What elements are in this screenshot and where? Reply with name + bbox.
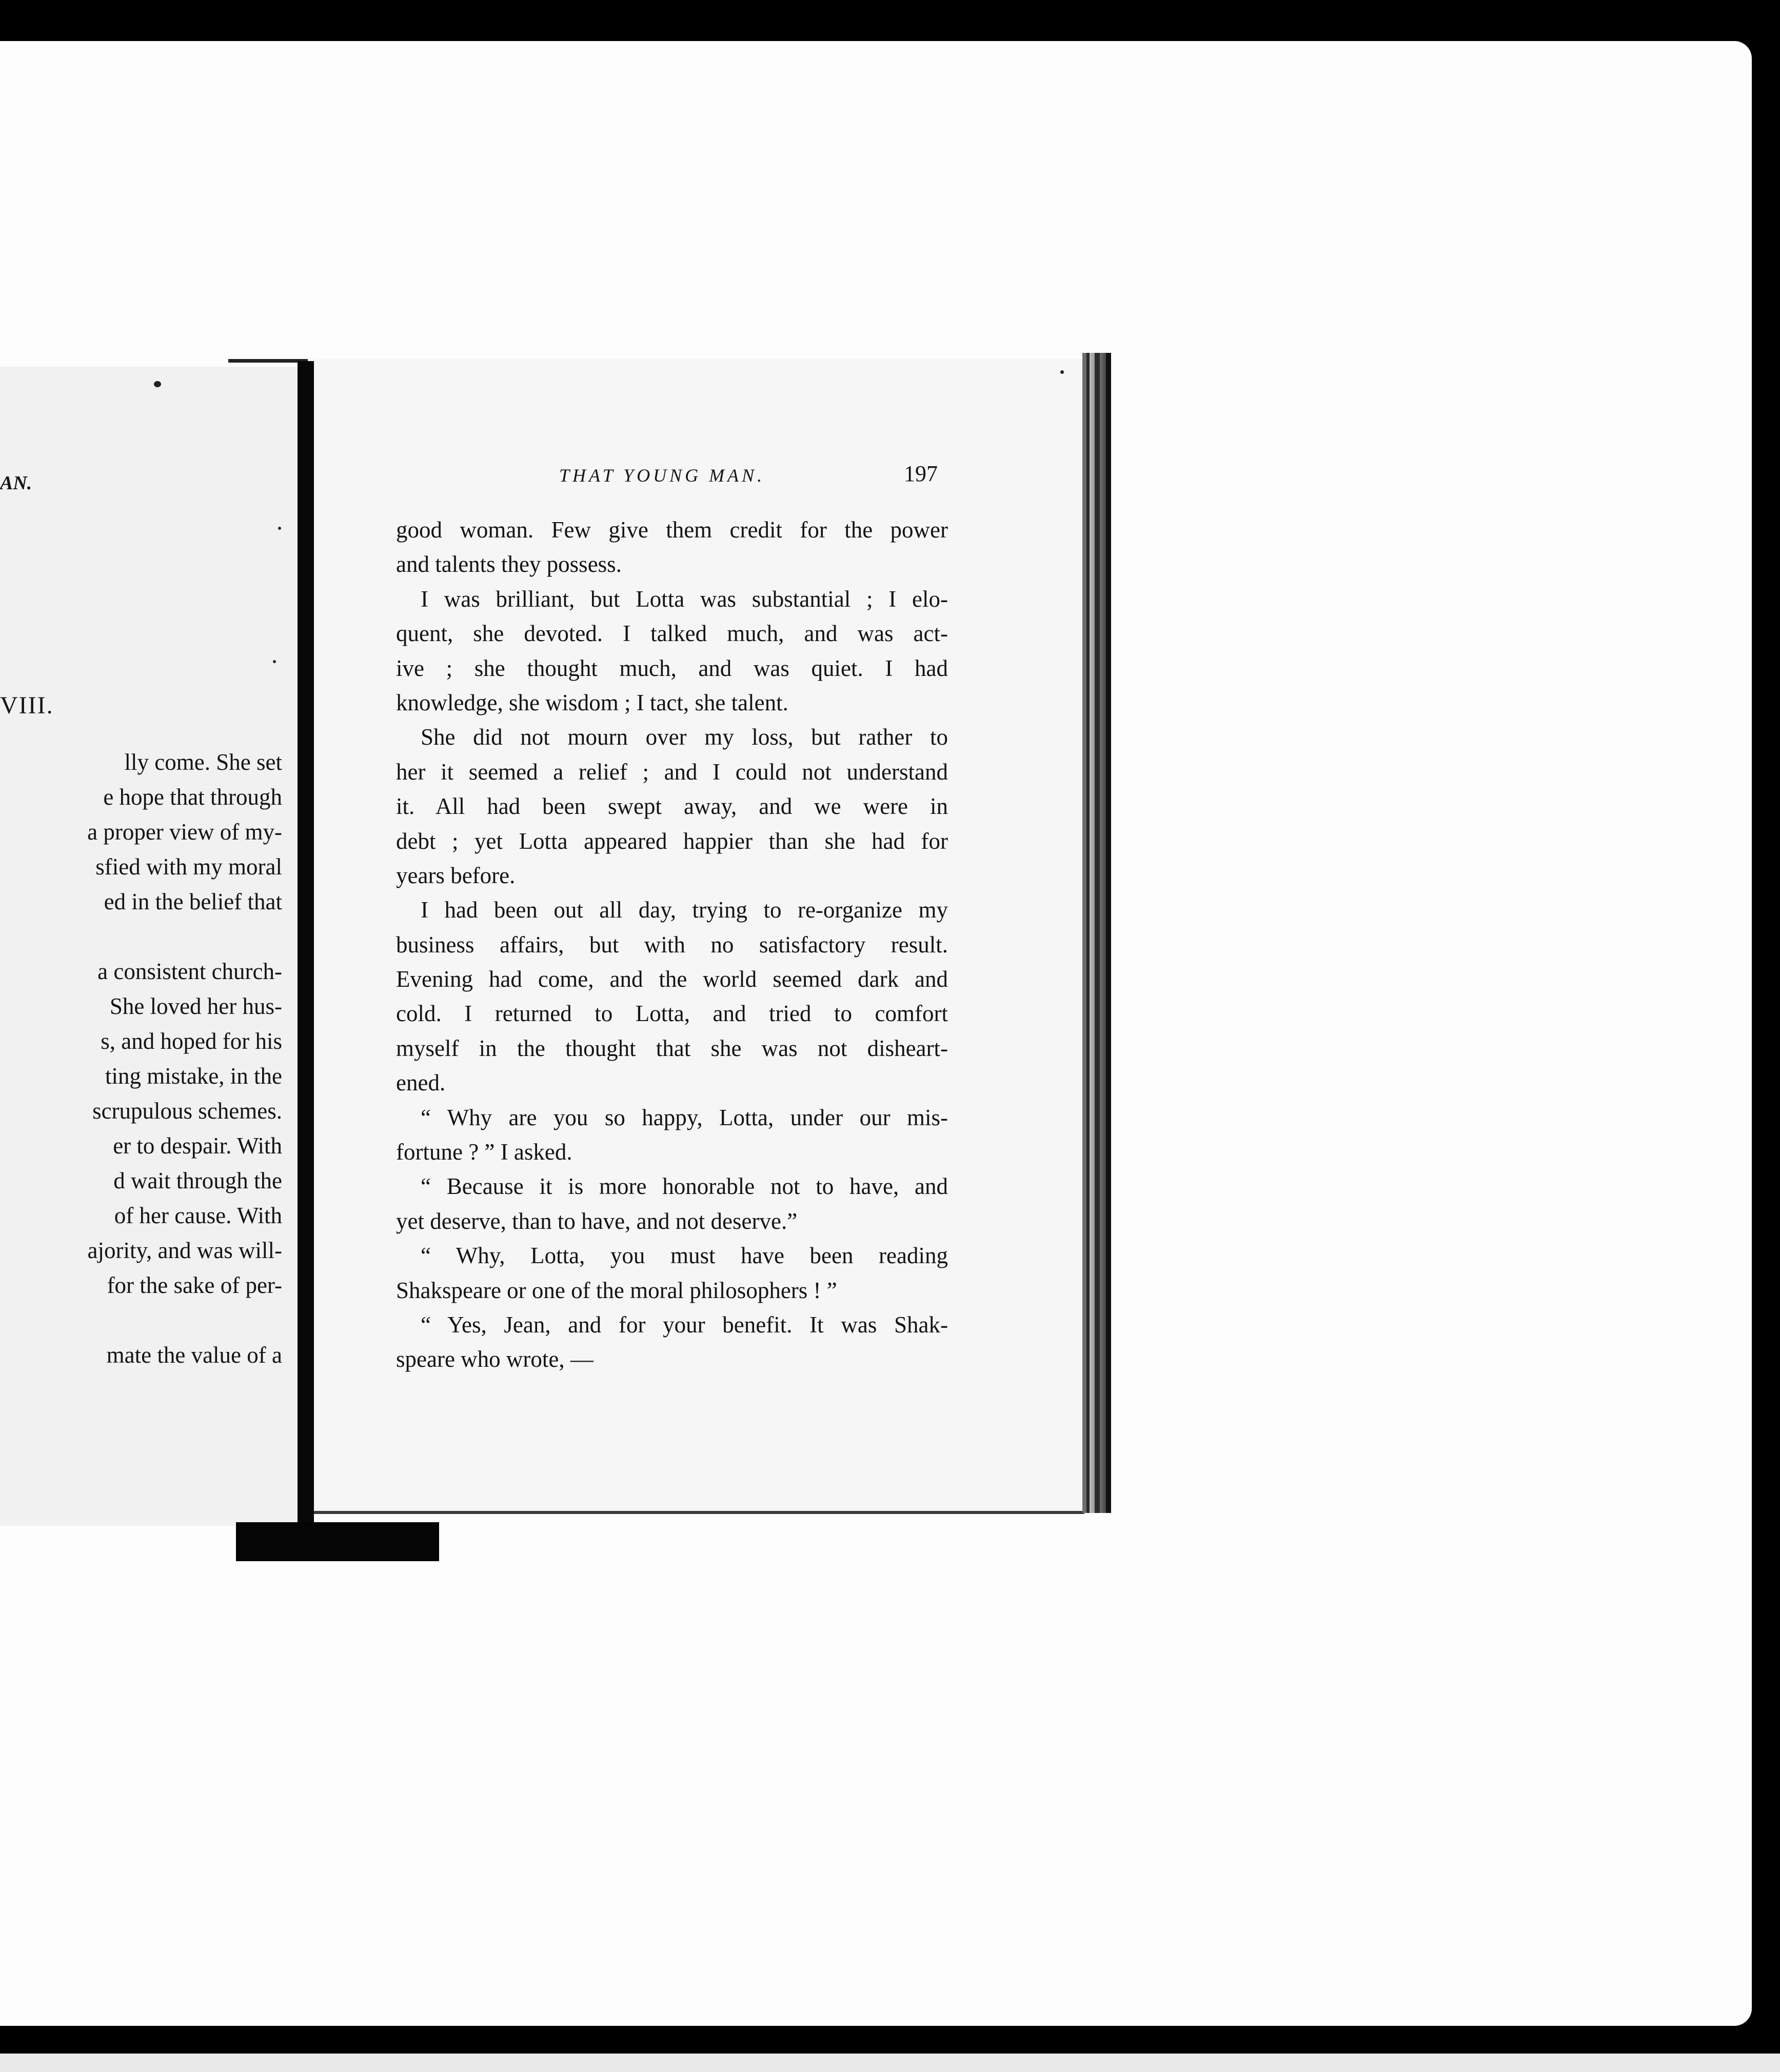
text-line: Evening had come, and the world seemed dark and	[396, 966, 948, 992]
left-page-top-rule	[228, 359, 308, 363]
right-page-text	[396, 513, 948, 1377]
text-line: good woman. Few give them credit for the power	[396, 517, 948, 543]
left-running-head: AN.	[0, 472, 32, 494]
text-line: ajority, and was will-	[87, 1238, 282, 1263]
text-line: scrupulous schemes.	[92, 1098, 282, 1124]
text-line: yet deserve, than to have, and not deserve.”	[396, 1208, 798, 1234]
left-page-text	[87, 745, 282, 1372]
text-line: ting mistake, in the	[105, 1063, 282, 1089]
text-line: a consistent church-	[97, 959, 282, 984]
text-line: knowledge, she wisdom ; I tact, she talent.	[396, 689, 788, 715]
text-line: s, and hoped for his	[101, 1028, 282, 1054]
text-line: quent, she devoted. I talked much, and was act-	[396, 621, 948, 647]
text-line: a proper view of my-	[87, 819, 282, 845]
text-line: fortune ? ” I asked.	[396, 1139, 572, 1165]
text-line: She loved her hus-	[109, 993, 282, 1019]
text-line: mate the value of a	[106, 1342, 282, 1368]
text-line: it. All had been swept away, and we were in	[396, 793, 948, 820]
text-line: business affairs, but with no satisfactory result.	[396, 931, 948, 958]
text-line: “ Why are you so happy, Lotta, under our mis-	[421, 1104, 948, 1130]
text-line: debt ; yet Lotta appeared happier than she had for	[396, 828, 948, 854]
ink-speck	[154, 381, 161, 387]
text-line: e hope that through	[103, 784, 282, 810]
text-line: d wait through the	[113, 1168, 282, 1193]
ink-speck	[1060, 370, 1064, 374]
ink-speck	[273, 660, 276, 663]
text-line: “ Why, Lotta, you must have been reading	[421, 1243, 948, 1269]
page-block-edges	[1082, 353, 1111, 1513]
text-line: for the sake of per-	[107, 1272, 282, 1298]
black-tab	[236, 1522, 439, 1561]
text-line: speare who wrote, —	[396, 1346, 594, 1372]
text-line: lly come. She set	[124, 749, 282, 775]
text-line: her it seemed a relief ; and I could not understand	[396, 759, 948, 785]
left-chapter-heading: VIII.	[0, 692, 54, 719]
text-line: years before.	[396, 862, 516, 888]
book-gutter	[298, 361, 314, 1525]
text-line: I was brilliant, but Lotta was substantial ; I elo-	[421, 586, 948, 612]
scan-bottom-edge	[0, 2026, 1780, 2033]
text-line	[87, 1303, 282, 1338]
text-line: She did not mourn over my loss, but rather to	[421, 724, 948, 750]
text-line: of her cause. With	[114, 1203, 282, 1228]
left-page	[0, 367, 298, 1526]
text-line: “ Yes, Jean, and for your benefit. It was Shak-	[421, 1311, 948, 1338]
scan-bottom-strip	[0, 2054, 1780, 2072]
page-number: 197	[904, 461, 938, 486]
text-line: Shakspeare or one of the moral philosophers ! ”	[396, 1277, 837, 1303]
text-line: and talents they possess.	[396, 551, 622, 577]
ink-speck	[278, 527, 281, 530]
text-line: I had been out all day, trying to re-organize my	[421, 897, 948, 923]
running-head: THAT YOUNG MAN.	[559, 465, 765, 486]
text-line: ed in the belief that	[104, 889, 282, 914]
text-line: myself in the thought that she was not disheart-	[396, 1035, 948, 1061]
text-line: sfied with my moral	[95, 854, 282, 880]
text-line: ive ; she thought much, and was quiet. I had	[396, 655, 948, 681]
text-line	[87, 919, 282, 954]
text-line: “ Because it is more honorable not to have, and	[421, 1173, 948, 1200]
text-line: cold. I returned to Lotta, and tried to comfort	[396, 1001, 948, 1027]
text-line: er to despair. With	[113, 1133, 282, 1159]
text-line: ened.	[396, 1070, 446, 1096]
